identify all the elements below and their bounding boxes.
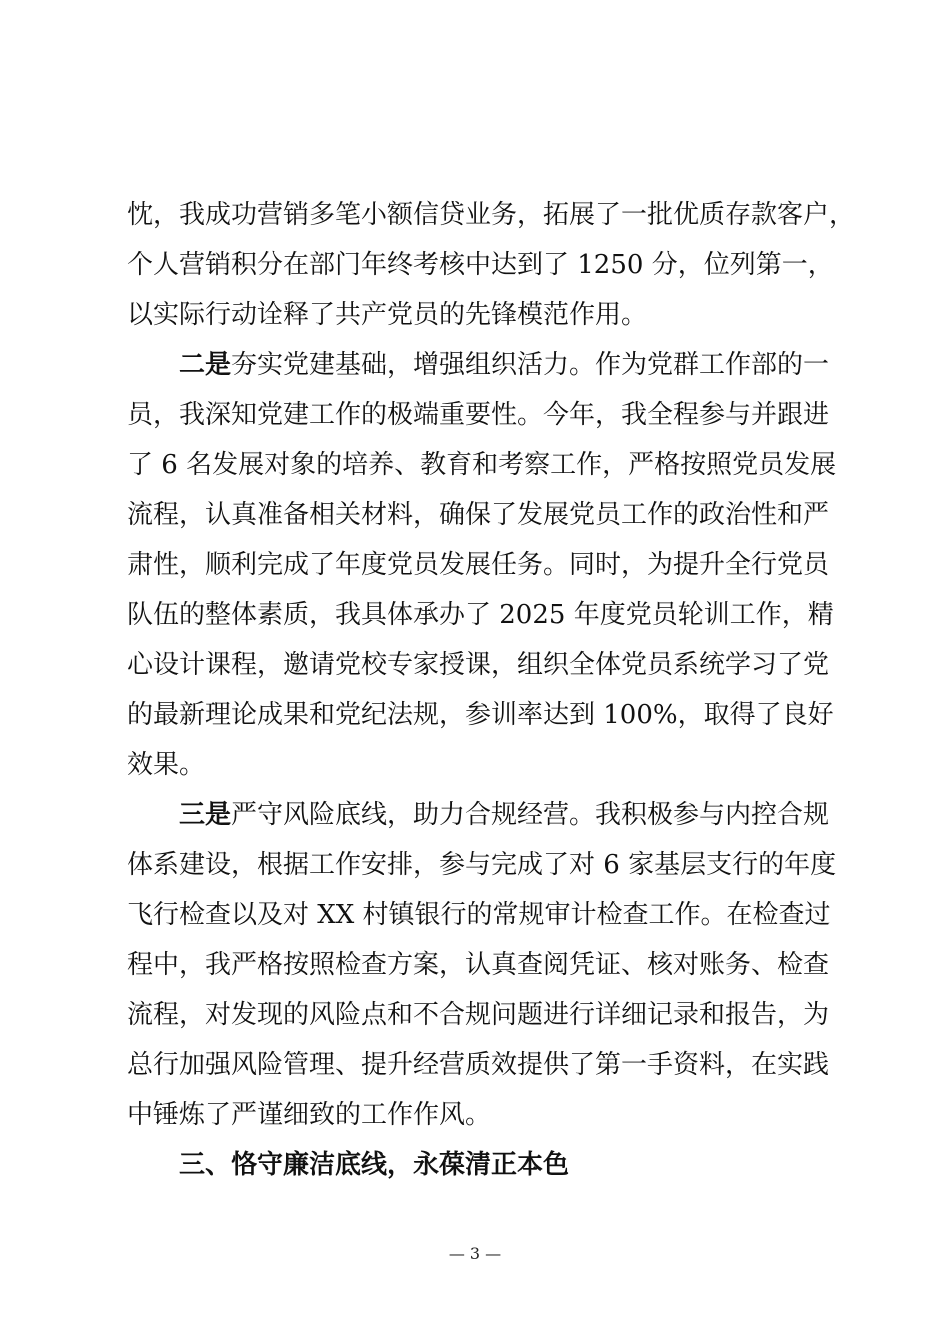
paragraph-line: 的最新理论成果和党纪法规，参训率达到 100%，取得了良好 [127,700,834,730]
paragraph-first-line [127,340,830,390]
section-heading: 三、恪守廉洁底线，永葆清正本色 [179,1150,570,1180]
paragraph-line: 程中，我严格按照检查方案，认真查阅凭证、核对账务、检查 [127,950,830,980]
paragraph-line: 飞行检查以及对 XX 村镇银行的常规审计检查工作。在检查过 [127,900,831,930]
paragraph-line: 体系建设，根据工作安排，参与完成了对 6 家基层支行的年度 [127,850,837,880]
document-body [127,190,856,1190]
paragraph-line: 以实际行动诠释了共产党员的先锋模范作用。 [127,300,648,330]
paragraph-line: 队伍的整体素质，我具体承办了 2025 年度党员轮训工作，精 [127,600,834,630]
paragraph-2 [127,340,837,790]
paragraph-line: 了 6 名发展对象的培养、教育和考察工作，严格按照党员发展 [127,450,837,480]
paragraph-first-line-text: 严守风险底线，助力合规经营。我积极参与内控合规 [231,800,830,830]
paragraph-line: 肃性，顺利完成了年度党员发展任务。同时，为提升全行党员 [127,550,830,580]
paragraph-line: 总行加强风险管理、提升经营质效提供了第一手资料，在实践 [127,1050,830,1080]
paragraph-first-line-text: 夯实党建基础，增强组织活力。作为党群工作部的一 [231,350,830,380]
paragraph-line: 流程，对发现的风险点和不合规问题进行详细记录和报告，为 [127,1000,830,1030]
paragraph-lead: 二是 [179,350,232,380]
paragraph-line: 心设计课程，邀请党校专家授课，组织全体党员系统学习了党 [127,650,830,680]
paragraph-line: 中锤炼了严谨细致的工作作风。 [127,1100,492,1130]
paragraph-1 [127,190,856,340]
paragraph-line: 员，我深知党建工作的极端重要性。今年，我全程参与并跟进 [127,400,830,430]
paragraph-line: 忱，我成功营销多笔小额信贷业务，拓展了一批优质存款客户， [127,200,856,230]
paragraph-3 [127,790,837,1140]
paragraph-line: 流程，认真准备相关材料，确保了发展党员工作的政治性和严 [127,500,830,530]
page-number: — 3 — [448,1244,502,1263]
paragraph-line: 个人营销积分在部门年终考核中达到了 1250 分，位列第一， [127,250,834,280]
paragraph-line: 效果。 [127,750,206,780]
paragraph-first-line [127,790,830,840]
paragraph-lead: 三是 [179,800,232,830]
